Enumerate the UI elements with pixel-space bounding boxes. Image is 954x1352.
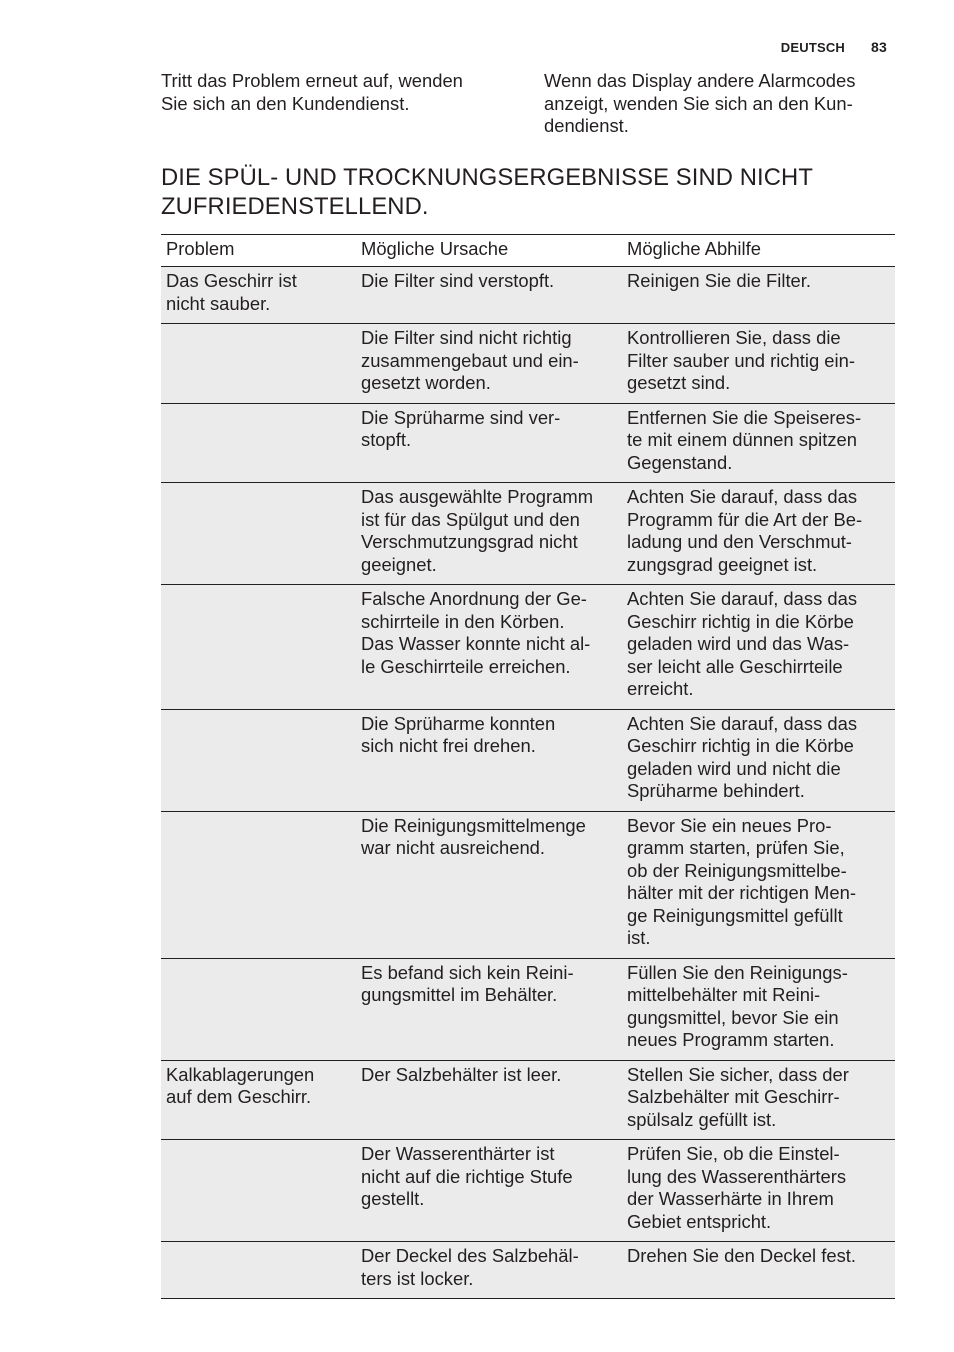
page-number: 83 [871, 39, 887, 55]
cause-cell: Der Salzbehälter ist leer. [358, 1060, 621, 1140]
cause-cell: Der Deckel des Salzbehäl- ters ist locker. [358, 1242, 621, 1299]
cause-cell: Es befand sich kein Reini- gungsmittel im Behälter. [358, 958, 621, 1060]
problem-cell [161, 483, 358, 585]
header-language: DEUTSCH [780, 40, 846, 55]
problem-cell [161, 958, 358, 1060]
table-row [161, 1140, 895, 1242]
remedy-cell: Achten Sie darauf, dass das Geschirr richtig in die Körbe geladen wird und das Was- ser leicht alle Geschirrteile erreicht. [621, 585, 895, 710]
remedy-cell: Achten Sie darauf, dass das Programm für die Art der Be- ladung und den Verschmut- zungsgrad geeignet ist. [621, 483, 895, 585]
page-header [781, 39, 887, 55]
problem-cell [161, 585, 358, 710]
cause-cell: Die Sprüharme sind ver- stopft. [358, 403, 621, 483]
column-header-cause: Mögliche Ursache [358, 235, 621, 267]
remedy-cell: Kontrollieren Sie, dass die Filter sauber und richtig ein- gesetzt sind. [621, 324, 895, 404]
cause-cell: Der Wasserenthärter ist nicht auf die richtige Stufe gestellt. [358, 1140, 621, 1242]
section-title: DIE SPÜL- UND TROCKNUNGSERGEBNISSE SIND NICHT ZUFRIEDENSTELLEND. [161, 164, 813, 220]
remedy-cell: Bevor Sie ein neues Pro- gramm starten, prüfen Sie, ob der Reinigungsmittelbe- hälter mit der richtigen Men- ge Reinigungsmittel gefüllt ist. [621, 811, 895, 958]
table-body [161, 267, 895, 1299]
table-row [161, 811, 895, 958]
column-header-remedy: Mögliche Abhilfe [621, 235, 895, 267]
troubleshooting-table [161, 234, 895, 1299]
table-row [161, 403, 895, 483]
remedy-cell: Stellen Sie sicher, dass der Salzbehälter mit Geschirr- spülsalz gefüllt ist. [621, 1060, 895, 1140]
table-header-row [161, 235, 895, 267]
problem-cell: Das Geschirr ist nicht sauber. [161, 267, 358, 324]
remedy-cell: Drehen Sie den Deckel fest. [621, 1242, 895, 1299]
table-row [161, 267, 895, 324]
remedy-cell: Prüfen Sie, ob die Einstel- lung des Wasserenthärters der Wasserhärte in Ihrem Gebiet entspricht. [621, 1140, 895, 1242]
intro-left-paragraph: Tritt das Problem erneut auf, wenden Sie sich an den Kundendienst. [161, 70, 463, 114]
problem-cell [161, 1140, 358, 1242]
problem-cell [161, 1242, 358, 1299]
column-header-problem: Problem [161, 235, 358, 267]
remedy-cell: Reinigen Sie die Filter. [621, 267, 895, 324]
problem-cell [161, 811, 358, 958]
problem-cell: Kalkablagerungen auf dem Geschirr. [161, 1060, 358, 1140]
problem-cell [161, 709, 358, 811]
cause-cell: Die Filter sind nicht richtig zusammengebaut und ein- gesetzt worden. [358, 324, 621, 404]
intro-right-paragraph: Wenn das Display andere Alarmcodes anzeigt, wenden Sie sich an den Kun- dendienst. [544, 70, 856, 136]
problem-cell [161, 403, 358, 483]
table-row [161, 585, 895, 710]
cause-cell: Die Sprüharme konnten sich nicht frei drehen. [358, 709, 621, 811]
table-row [161, 958, 895, 1060]
cause-cell: Die Reinigungsmittelmenge war nicht ausreichend. [358, 811, 621, 958]
table-row [161, 709, 895, 811]
cause-cell: Falsche Anordnung der Ge- schirrteile in den Körben. Das Wasser konnte nicht al- le Geschirrteile erreichen. [358, 585, 621, 710]
table-row [161, 483, 895, 585]
table-row [161, 324, 895, 404]
cause-cell: Die Filter sind verstopft. [358, 267, 621, 324]
table-row [161, 1060, 895, 1140]
cause-cell: Das ausgewählte Programm ist für das Spülgut und den Verschmutzungsgrad nicht geeignet. [358, 483, 621, 585]
table-row [161, 1242, 895, 1299]
problem-cell [161, 324, 358, 404]
remedy-cell: Achten Sie darauf, dass das Geschirr richtig in die Körbe geladen wird und nicht die Sprüharme behindert. [621, 709, 895, 811]
remedy-cell: Füllen Sie den Reinigungs- mittelbehälter mit Reini- gungsmittel, bevor Sie ein neues Programm starten. [621, 958, 895, 1060]
remedy-cell: Entfernen Sie die Speiseres- te mit einem dünnen spitzen Gegenstand. [621, 403, 895, 483]
